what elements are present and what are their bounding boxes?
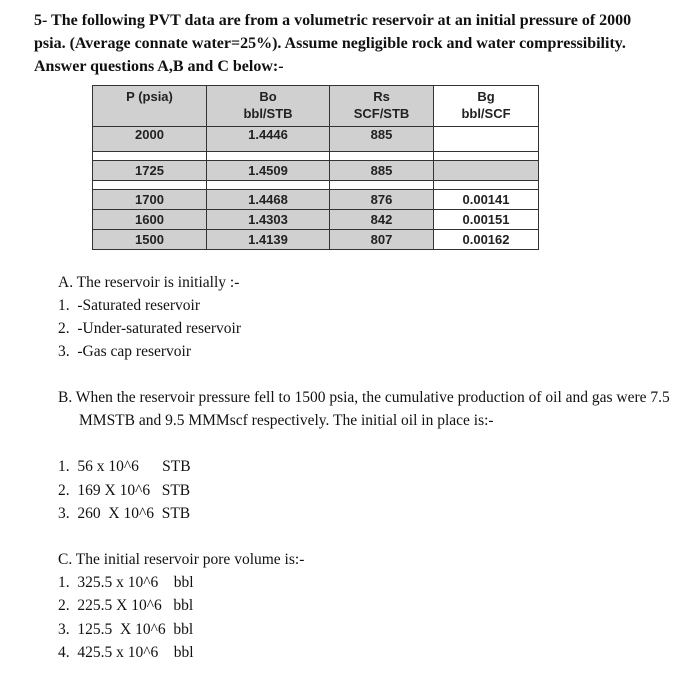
table-cell (434, 127, 539, 152)
table-cell: 1600 (93, 210, 207, 230)
table-cell: 1700 (93, 190, 207, 210)
table-spacer-row (93, 181, 539, 190)
table-spacer-row (93, 152, 539, 161)
table-cell: 0.00151 (434, 210, 539, 230)
part-a-option-2: 2. -Under-saturated reservoir (58, 320, 242, 337)
part-c-option-1: 1. 325.5 x 10^6 bbl (58, 574, 194, 591)
part-c-option-4: 4. 425.5 x 10^6 bbl (58, 644, 194, 661)
table-row (93, 210, 539, 230)
part-a-option-3: 3. -Gas cap reservoir (58, 343, 191, 360)
table-header-row (93, 86, 539, 127)
question-text: 5- The following PVT data are from a volumetric reservoir at an initial pressure of 2000 psia. (Average connate water=25%). Assume negligible rock and water compressibility. Answer questions A,B and C below:- (34, 12, 632, 75)
header-rs: Rs SCF/STB (330, 86, 434, 127)
table-cell: 1725 (93, 161, 207, 181)
table-cell: 0.00162 (434, 230, 539, 250)
part-a-option-1: 1. -Saturated reservoir (58, 297, 201, 314)
part-c-option-2: 2. 225.5 X 10^6 bbl (58, 597, 194, 614)
part-b-prompt: B. When the reservoir pressure fell to 1500 psia, the cumulative production of oil and gas were 7.5 MMSTB and 9.5 MMMscf respectively. The initial oil in place is:- (58, 389, 670, 429)
part-c-option-3: 3. 125.5 X 10^6 bbl (58, 621, 194, 638)
part-b-option-2: 2. 169 X 10^6 STB (58, 482, 191, 499)
header-bg: Bg bbl/SCF (434, 86, 539, 127)
header-pressure: P (psia) (93, 86, 207, 127)
table-cell: 1.4303 (207, 210, 330, 230)
table-row (93, 161, 539, 181)
table-row (93, 127, 539, 152)
table-cell: 885 (330, 161, 434, 181)
part-b-option-1: 1. 56 x 10^6 STB (58, 458, 191, 475)
table-cell: 807 (330, 230, 434, 250)
table-cell: 1.4468 (207, 190, 330, 210)
table-row (93, 190, 539, 210)
table-cell: 842 (330, 210, 434, 230)
table-cell: 1500 (93, 230, 207, 250)
pvt-data-table (92, 85, 539, 250)
table-cell: 1.4446 (207, 127, 330, 152)
table-row (93, 230, 539, 250)
part-a-prompt: A. The reservoir is initially :- (58, 274, 240, 291)
table-cell: 0.00141 (434, 190, 539, 210)
table-cell: 2000 (93, 127, 207, 152)
table-cell: 876 (330, 190, 434, 210)
table-cell: 885 (330, 127, 434, 152)
part-c-prompt: C. The initial reservoir pore volume is:- (58, 551, 305, 568)
header-bo: Bo bbl/STB (207, 86, 330, 127)
table-cell: 1.4139 (207, 230, 330, 250)
part-b-option-3: 3. 260 X 10^6 STB (58, 505, 191, 522)
table-cell (434, 161, 539, 181)
table-cell: 1.4509 (207, 161, 330, 181)
